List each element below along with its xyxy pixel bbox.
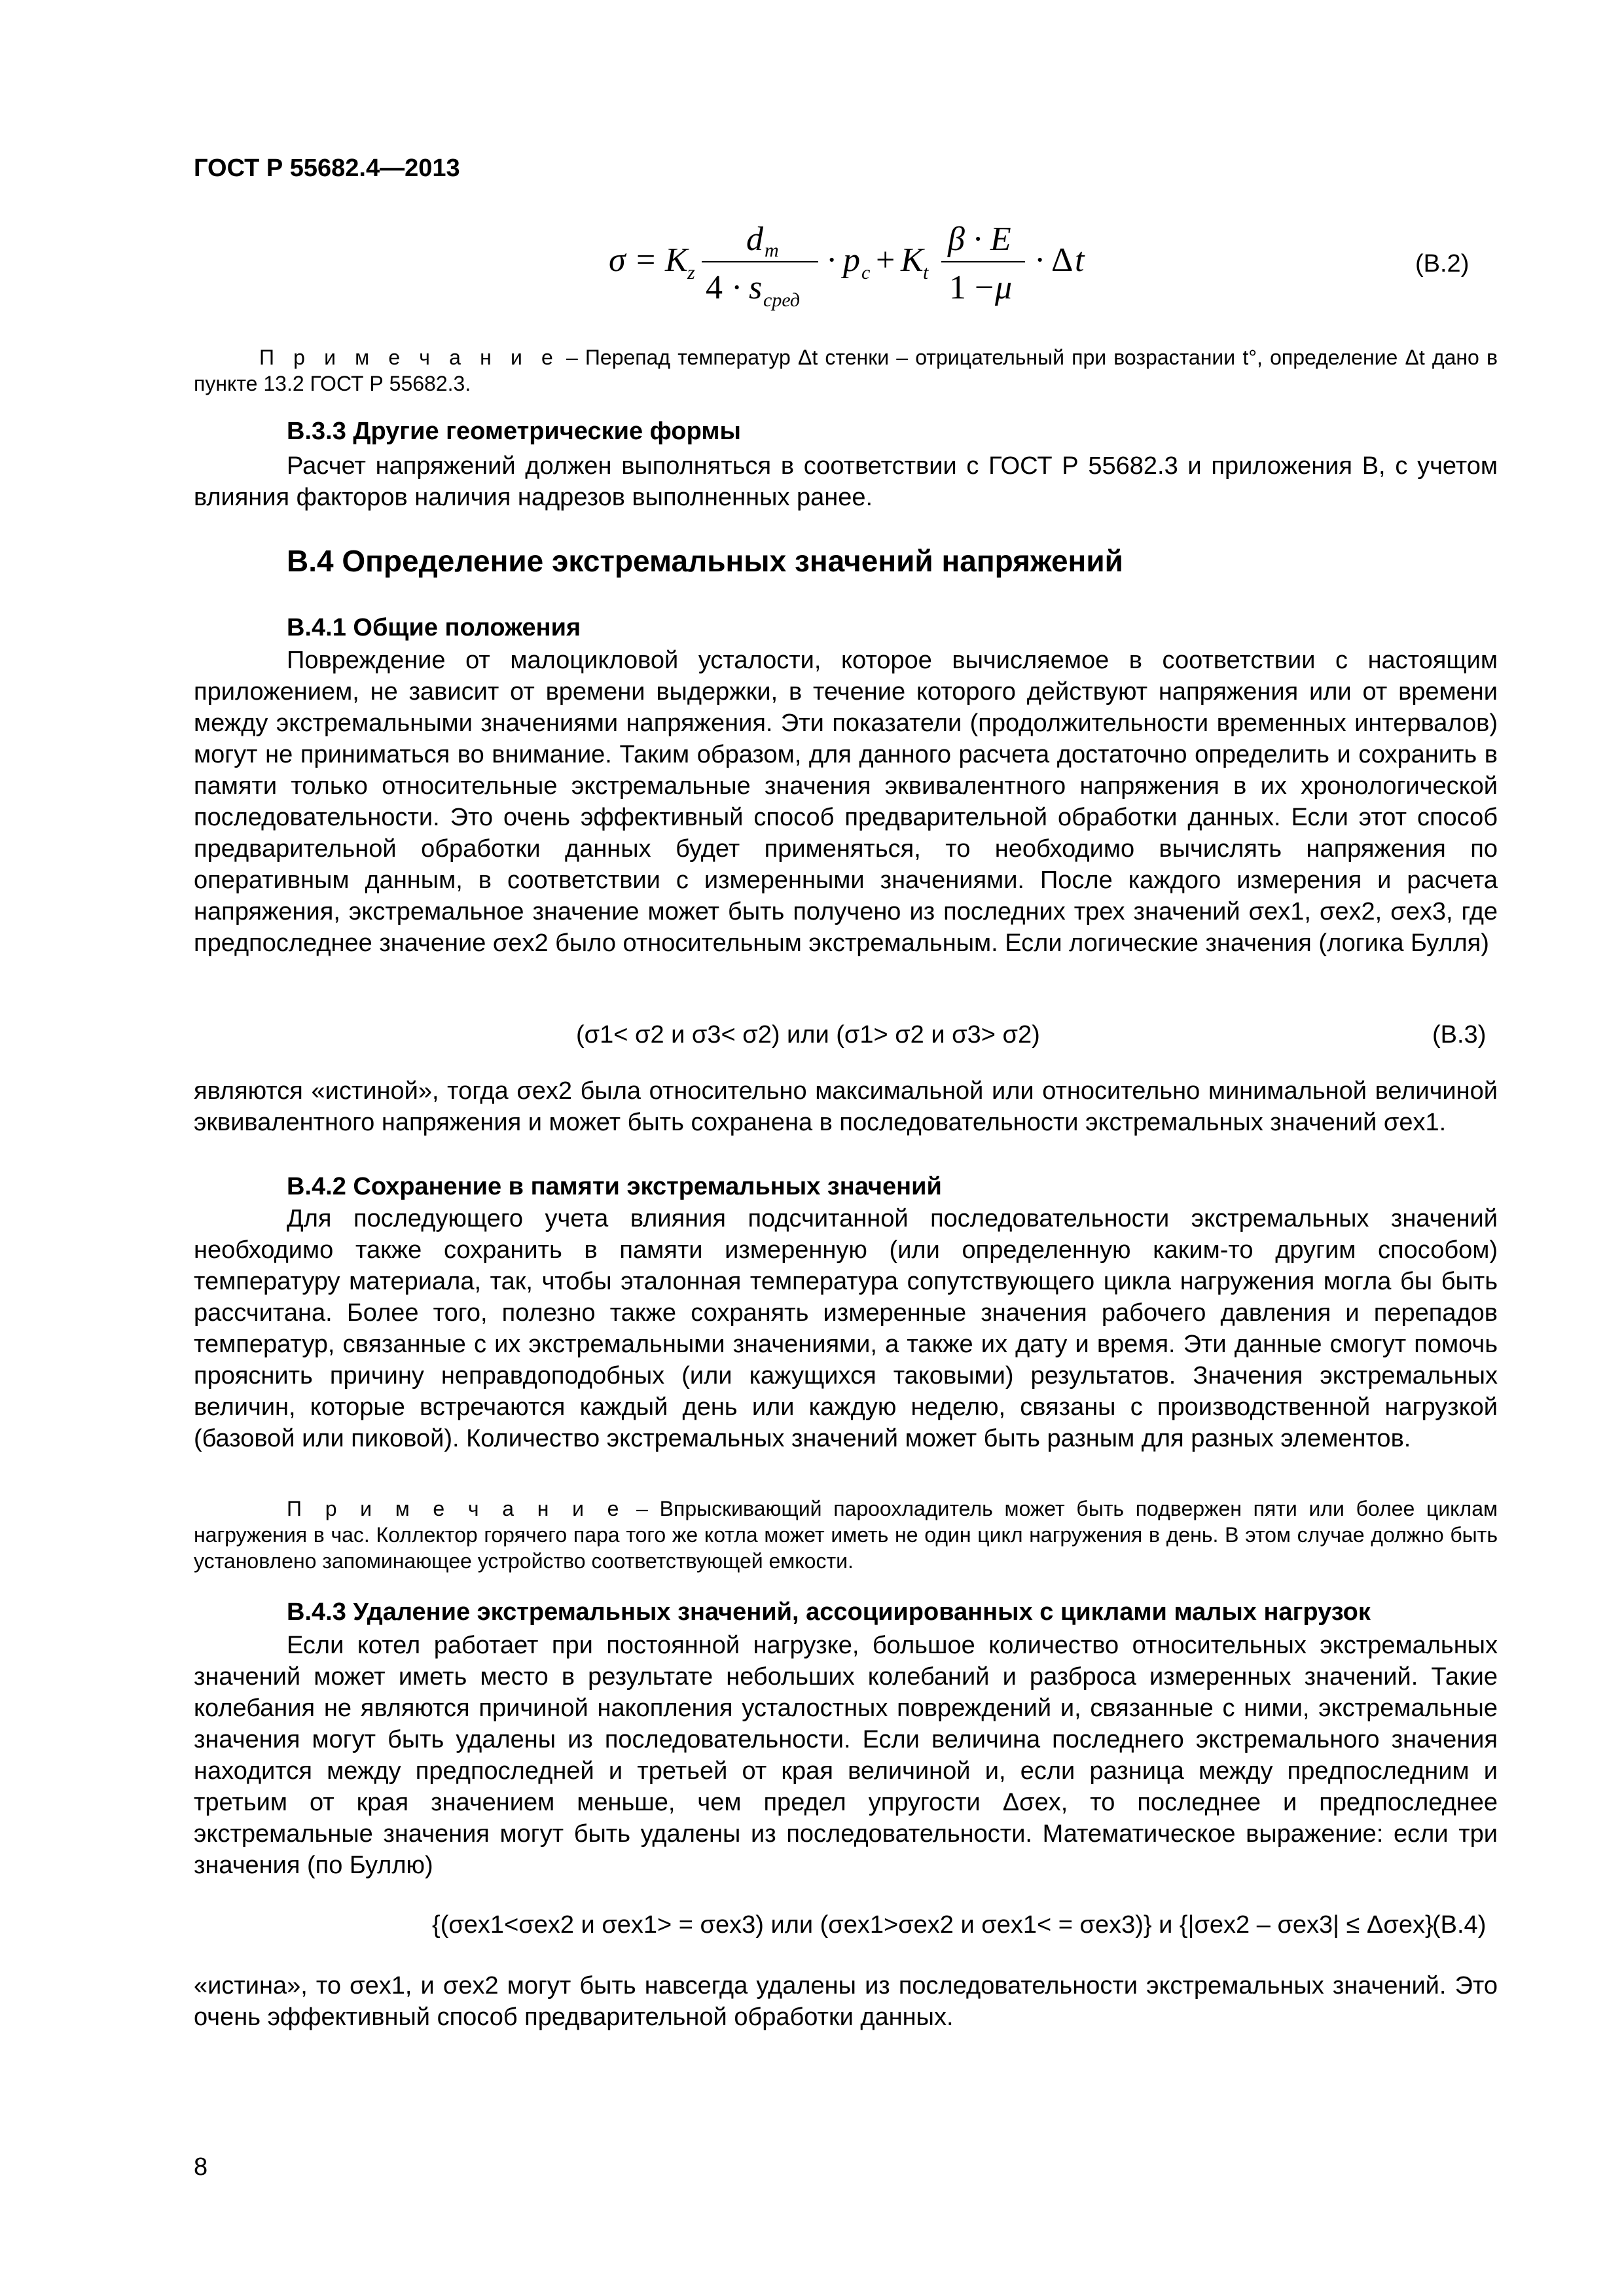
note-1-label: П р и м е ч а н и е — [259, 346, 559, 369]
equation-b4: {(σex1<σex2 и σex1> = σex3) или (σex1>σex2 и σex1< = σex3)} и {|σex2 – σex3| ≤ Δσex} — [432, 1911, 1434, 1939]
svg-text:m: m — [765, 240, 779, 261]
equation-label-b3: (В.3) — [1432, 1021, 1487, 1049]
svg-text:d: d — [746, 221, 763, 258]
svg-text:K: K — [665, 242, 688, 279]
section-b43-heading: В.4.3 Удаление экстремальных значений, ассоциированных с циклами малых нагрузок — [287, 1598, 1371, 1626]
svg-text:1 −: 1 − — [949, 269, 994, 306]
note-1 — [194, 344, 1498, 397]
svg-text:=: = — [636, 242, 656, 279]
equation-b3: (σ1< σ2 и σ3< σ2) или (σ1> σ2 и σ3> σ2) — [576, 1021, 1040, 1049]
equation-label-b2: (В.2) — [1415, 250, 1470, 278]
section-b41-heading: В.4.1 Общие положения — [287, 614, 581, 641]
note-2-label: П р и м е ч а н и е — [287, 1497, 625, 1520]
svg-text:p: p — [843, 242, 860, 279]
section-b43-continuation: «истина», то σex1, и σex2 могут быть навсегда удалены из последовательности экстремальных значений. Это очень эффективный способ предварительной обработки данных. — [194, 1972, 1498, 2031]
section-b43-text: Если котел работает при постоянной нагрузке, большое количество относительных экстремальных значений может иметь место в результате небольших колебаний и разброса измеренных значений. Такие колебания не являются причиной накопления усталостных повреждений и, связанные с ними, экстремальные значения могут быть удалены из последовательности. Если величина последнего экстремального значения находится между предпоследней и третьей от края величиной и, если разница между предпоследним и третьим от края значением меньше, чем предел упругости Δσex, то последнее и предпоследнее экстремальные значения могут быть удалены из последовательности. Математическое выражение: если три значения (по Буллю) — [194, 1632, 1498, 1879]
svg-text:Δ: Δ — [1051, 242, 1074, 279]
svg-text:σ: σ — [609, 242, 626, 279]
note-1-text: – Перепад температур Δt стенки – отрицательный при возрастании t°, определение Δt дано в пункте 13.2 ГОСТ Р 55682.3. — [194, 346, 1498, 395]
section-b41-continuation: являются «истиной», тогда σex2 была относительно максимальной или относительно минимальной величиной эквивалентного напряжения и может быть сохранена в последовательности экстремальных значений σex1. — [194, 1077, 1498, 1136]
note-2 — [194, 1496, 1498, 1574]
svg-text:t: t — [923, 262, 929, 283]
section-b42-text: Для последующего учета влияния подсчитанной последовательности экстремальных значений необходимо также сохранить в памяти измеренную (или определенную каким-то другим способом) температуру материала, так, чтобы эталонная температура сопутствующего цикла нагружения могла бы быть рассчитана. Более того, полезно также сохранять измеренные значения рабочего давления и перепадов температур, связанные с их экстремальными значениями, а также их дату и время. Эти данные смогут помочь прояснить причину неправдоподобных (или кажущихся таковыми) результатов. Значения экстремальных величин, которые встречаются каждый день или каждую неделю, связаны с производственной нагрузкой (базовой или пиковой). Количество экстремальных значений может быть разным для разных элементов. — [194, 1205, 1498, 1452]
svg-text:4 ·: 4 · — [706, 269, 743, 306]
svg-text:μ: μ — [995, 269, 1013, 306]
document-header: ГОСТ Р 55682.4—2013 — [194, 154, 460, 182]
svg-text:сред: сред — [763, 289, 801, 311]
note-2-text: – Впрыскивающий пароохладитель может быть подвержен пяти или более циклам нагружения в час. Коллектор горячего пара того же котла может иметь не один цикл нагружения в день. В этом случае должно быть установлено запоминающее устройство соответствующей емкости. — [194, 1497, 1498, 1573]
page-number: 8 — [194, 2153, 208, 2181]
svg-text:·: · — [826, 242, 838, 279]
svg-text:z: z — [687, 262, 695, 283]
svg-text:+: + — [876, 242, 895, 279]
equation-label-b4: (В.4) — [1432, 1911, 1487, 1939]
section-b42-heading: В.4.2 Сохранение в памяти экстремальных значений — [287, 1173, 942, 1200]
svg-text:β · E: β · E — [948, 221, 1011, 258]
svg-text:c: c — [861, 262, 871, 283]
svg-text:s: s — [749, 269, 763, 306]
svg-text:t: t — [1075, 242, 1085, 279]
formula-b2 — [609, 216, 1106, 314]
section-b4-heading: В.4 Определение экстремальных значений напряжений — [287, 544, 1123, 578]
section-b41-text: Повреждение от малоцикловой усталости, которое вычисляемое в соответствии с настоящим приложением, не зависит от времени выдержки, в течение которого действуют напряжения или от времени между экстремальными значениями напряжения. Эти показатели (продолжительности временных интервалов) могут не приниматься во внимание. Таким образом, для данного расчета достаточно определить и сохранить в памяти только относительные экстремальные значения эквивалентного напряжения в их хронологической последовательности. Это очень эффективный способ предварительной обработки данных. Если этот способ предварительной обработки данных будет применяться, то необходимо вычислять напряжения по оперативным данным, в соответствии с измеренными значениями. После каждого измерения и расчета напряжения, экстремальное значение может быть получено из последних трех значений σex1, σex2, σex3, где предпоследнее значение σex2 было относительным экстремальным. Если логические значения (логика Булля) — [194, 647, 1498, 957]
svg-text:·: · — [1034, 242, 1046, 279]
svg-text:K: K — [901, 242, 924, 279]
section-b33-text: Расчет напряжений должен выполняться в соответствии с ГОСТ Р 55682.3 и приложения В, с учетом влияния факторов наличия надрезов выполненных ранее. — [194, 452, 1498, 511]
section-b33-heading: В.3.3 Другие геометрические формы — [287, 418, 741, 445]
